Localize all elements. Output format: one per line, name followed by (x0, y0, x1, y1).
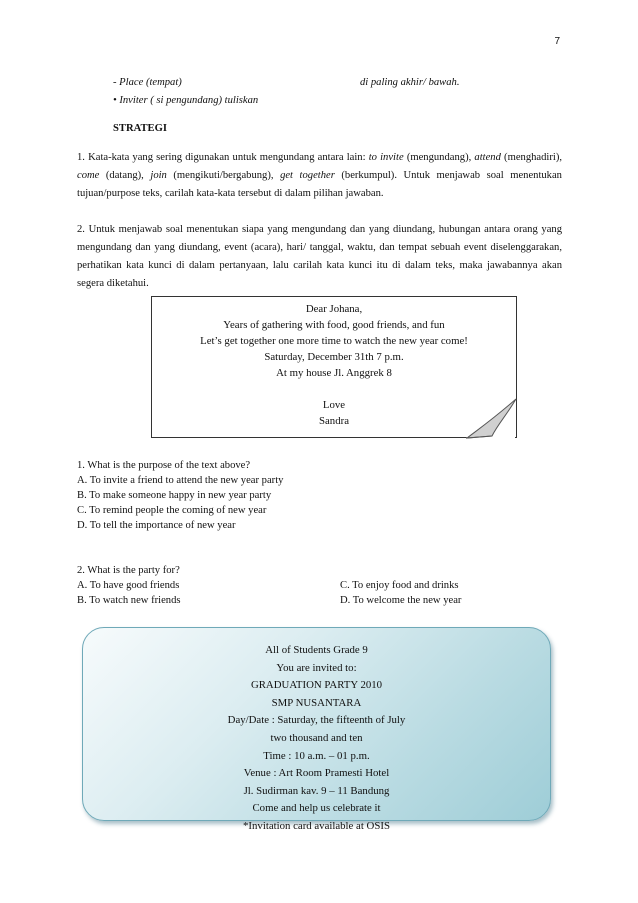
invitation-line: Venue : Art Room Pramesti Hotel (243, 767, 390, 780)
page-curl-icon (466, 398, 518, 440)
question-2-option-c: C. To enjoy food and drinks (340, 580, 459, 591)
note-line-1: Years of gathering with food, good friends, and fun (223, 319, 445, 331)
note-line-2: Let’s get together one more time to watch the new year come! (200, 335, 468, 347)
question-2-option-b: B. To watch new friends (77, 595, 181, 606)
note-line-4: At my house Jl. Anggrek 8 (276, 367, 392, 379)
note-line-3: Saturday, December 31th 7 p.m. (264, 351, 404, 363)
graduation-invitation-card (82, 627, 551, 832)
note-greeting: Dear Johana, (305, 303, 363, 315)
invitation-line: You are invited to: (276, 661, 357, 674)
strategi-heading: STRATEGI (113, 123, 167, 134)
question-1 (77, 458, 283, 533)
page-number: 7 (554, 36, 560, 47)
keyword-join: join (150, 170, 167, 181)
invitation-line: two thousand and ten (270, 731, 363, 744)
invitation-line: Day/Date : Saturday, the fifteenth of July (227, 714, 406, 727)
keyword-to-invite: to invite (368, 152, 404, 163)
question-1-option-a: A. To invite a friend to attend the new year party (77, 475, 284, 486)
invitation-line: Time : 10 a.m. – 01 p.m. (263, 749, 370, 762)
note-signature: Sandra (319, 415, 349, 427)
place-note: di paling akhir/ bawah. (360, 77, 460, 88)
inviter-line: • Inviter ( si pengundang) tuliskan (113, 95, 259, 106)
invitation-line: Jl. Sudirman kav. 9 – 11 Bandung (243, 784, 390, 797)
invitation-note-card (151, 296, 517, 438)
keyword-attend: attend (474, 152, 501, 163)
invitation-line: *Invitation card available at OSIS (243, 819, 390, 832)
invitation-line: SMP NUSANTARA (271, 696, 362, 709)
question-1-stem: 1. What is the purpose of the text above? (77, 460, 251, 471)
question-2-right-options (340, 578, 461, 608)
strategy-paragraph-1: 1. Kata-kata yang sering digunakan untuk mengundang antara lain: to invite (mengundang), attend (menghadiri), come (datang), join (mengikuti/bergabung), get together (berkumpul). Untuk menjawab soal menentukan tujuan/purpose teks, carilah kata-kata tersebut di dalam pilihan jawaban. (77, 152, 562, 199)
place-line: - Place (tempat) (113, 77, 182, 88)
invitation-line: GRADUATION PARTY 2010 (250, 679, 383, 692)
invitation-line: All of Students Grade 9 (265, 644, 368, 656)
question-1-option-d: D. To tell the importance of new year (77, 520, 236, 531)
question-2-option-d: D. To welcome the new year (340, 595, 462, 606)
invitation-line: Come and help us celebrate it (252, 802, 381, 815)
strategy-paragraph-2: 2. Untuk menjawab soal menentukan siapa yang mengundang dan yang diundang, hubungan antara orang yang mengundang dan yang diundang, event (acara), hari/ tanggal, waktu, dan tempat sebuah event diselenggarakan, perhatikan kata kunci di dalam pertanyaan, lalu carilah kata kunci itu di dalam teks, maka jawabannya akan segera diketahui. (77, 224, 562, 289)
question-2 (77, 563, 181, 608)
question-2-stem: 2. What is the party for? (77, 565, 180, 576)
question-2-option-a: A. To have good friends (77, 580, 180, 591)
note-closing: Love (322, 399, 346, 411)
keyword-come: come (77, 170, 100, 181)
keyword-get-together: get together (280, 170, 335, 181)
question-1-option-c: C. To remind people the coming of new year (77, 505, 267, 516)
question-1-option-b: B. To make someone happy in new year party (77, 490, 272, 501)
